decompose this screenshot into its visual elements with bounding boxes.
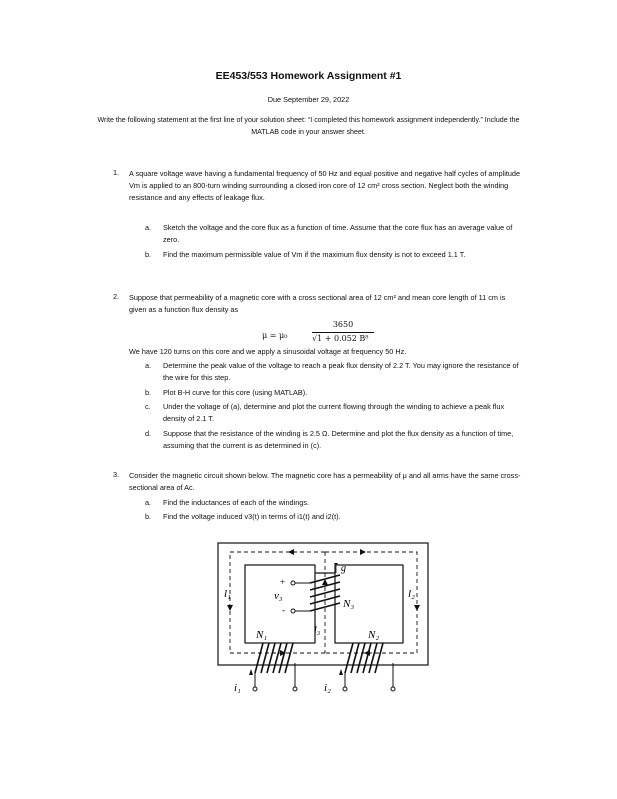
label-i1: i₁ <box>234 682 241 694</box>
flux-path-left <box>230 552 325 653</box>
q2-item-d-letter: d. <box>145 429 152 438</box>
label-l1: l₁ <box>224 588 231 600</box>
q2-item-c-letter: c. <box>145 402 151 411</box>
due-date: Due September 29, 2022 <box>267 95 350 104</box>
q3-item-a-text: Find the inductances of each of the windings. <box>163 498 310 507</box>
label-n2: N₂ <box>368 629 380 641</box>
n2-winding <box>345 643 383 673</box>
q1-item-a <box>145 222 521 246</box>
i2-arrow <box>339 669 343 675</box>
q1-item-a-letter: a. <box>145 223 152 232</box>
label-n3: N₃ <box>343 598 355 610</box>
q2-item-a <box>145 360 521 384</box>
q3-item-b-text: Find the voltage induced v3(t) in terms of i1(t) and i2(t). <box>163 512 341 521</box>
arrow-top-right <box>360 549 366 555</box>
label-v3: v₃ <box>274 590 283 602</box>
fraction-bar <box>312 332 374 333</box>
q1-item-a-text: Sketch the voltage and the core flux as a function of time. Assume that the core flux has an average value of zero. <box>163 223 513 245</box>
arrow-right <box>414 605 420 611</box>
q2-item-d-text: Suppose that the resistance of the winding is 2.5 Ω. Determine and plot the flux density as a function of time, assuming that the current is as determined in (c). <box>163 429 514 451</box>
label-l2: l₂ <box>408 588 415 600</box>
q2-item-c-text: Under the voltage of (a), determine and plot the current flowing through the winding to achieve a peak flux density of 2.1 T. <box>163 402 505 424</box>
q2-item-b-text: Plot B-H curve for this core (using MATLAB). <box>163 388 308 397</box>
q1-text: A square voltage wave having a fundamental frequency of 50 Hz and equal positive and negative half cycles of amplitude Vm is applied to an 800-turn winding surrounding a closed iron core of 12 cm² cross section. Neglect both the winding resistance and any effects of leakage flux. <box>129 169 521 203</box>
q3-item-b-letter: b. <box>145 512 152 521</box>
q2-item-a-letter: a. <box>145 361 152 370</box>
q2-item-d <box>145 428 521 452</box>
q3-item-a-letter: a. <box>145 498 152 507</box>
formula-lhs: μ = μ₀ <box>262 331 288 340</box>
label-l3: l₃ <box>314 625 321 636</box>
q3-item-a <box>145 497 521 509</box>
q1-item-b-letter: b. <box>145 250 152 259</box>
v3-terminal-minus <box>291 609 295 613</box>
q3-item-b <box>145 511 521 523</box>
page-title: EE453/553 Homework Assignment #1 <box>215 70 402 82</box>
q1-item-b <box>145 249 521 261</box>
formula-numerator: 3650 <box>332 320 354 329</box>
q2-item-c <box>145 401 521 425</box>
formula-denominator: √1 + 0.052 B⁸ <box>312 334 369 343</box>
n1-terminal-return <box>293 687 297 691</box>
arrow-left <box>227 605 233 611</box>
label-i2: i₂ <box>324 682 331 694</box>
q2-text: Suppose that permeability of a magnetic core with a cross sectional area of 12 cm² and mean core length of 11 cm is given as a function flux density as <box>129 293 506 315</box>
v3-terminal-plus <box>291 581 295 585</box>
q1-number: 1. <box>113 168 120 177</box>
q2-item-b <box>145 387 521 399</box>
i1-arrow <box>249 669 253 675</box>
q2-after: We have 120 turns on this core and we apply a sinusoidal voltage at frequency 50 Hz. <box>129 347 407 356</box>
q2-item-b-letter: b. <box>145 388 152 397</box>
i1-terminal <box>253 687 257 691</box>
q3-text: Consider the magnetic circuit shown below. The magnetic core has a permeability of μ and all arms have the same cross-sectional area of Ac. <box>129 471 521 493</box>
label-n1: N₁ <box>256 629 268 641</box>
q1-item-b-text: Find the maximum permissible value of Vm if the maximum flux density is not to exceed 1.1 T. <box>163 250 466 259</box>
label-plus: + <box>280 577 286 587</box>
arrow-top-left <box>288 549 294 555</box>
n1-winding <box>255 643 293 673</box>
q3-number: 3. <box>113 470 120 479</box>
magnetic-circuit-figure <box>200 535 440 705</box>
label-g: g <box>341 563 346 574</box>
q2-number: 2. <box>113 292 120 301</box>
core-outer <box>218 543 428 665</box>
label-minus: - <box>282 605 285 615</box>
i2-terminal <box>343 687 347 691</box>
instructions: Write the following statement at the first line of your solution sheet: “I completed this homework assignment independently.” Include the MATLAB code in your answer sheet. <box>97 116 520 136</box>
q2-item-a-text: Determine the peak value of the voltage to reach a peak flux density of 2.2 T. You may ignore the resistance of the wire for this step. <box>163 361 519 383</box>
n2-terminal-return <box>391 687 395 691</box>
